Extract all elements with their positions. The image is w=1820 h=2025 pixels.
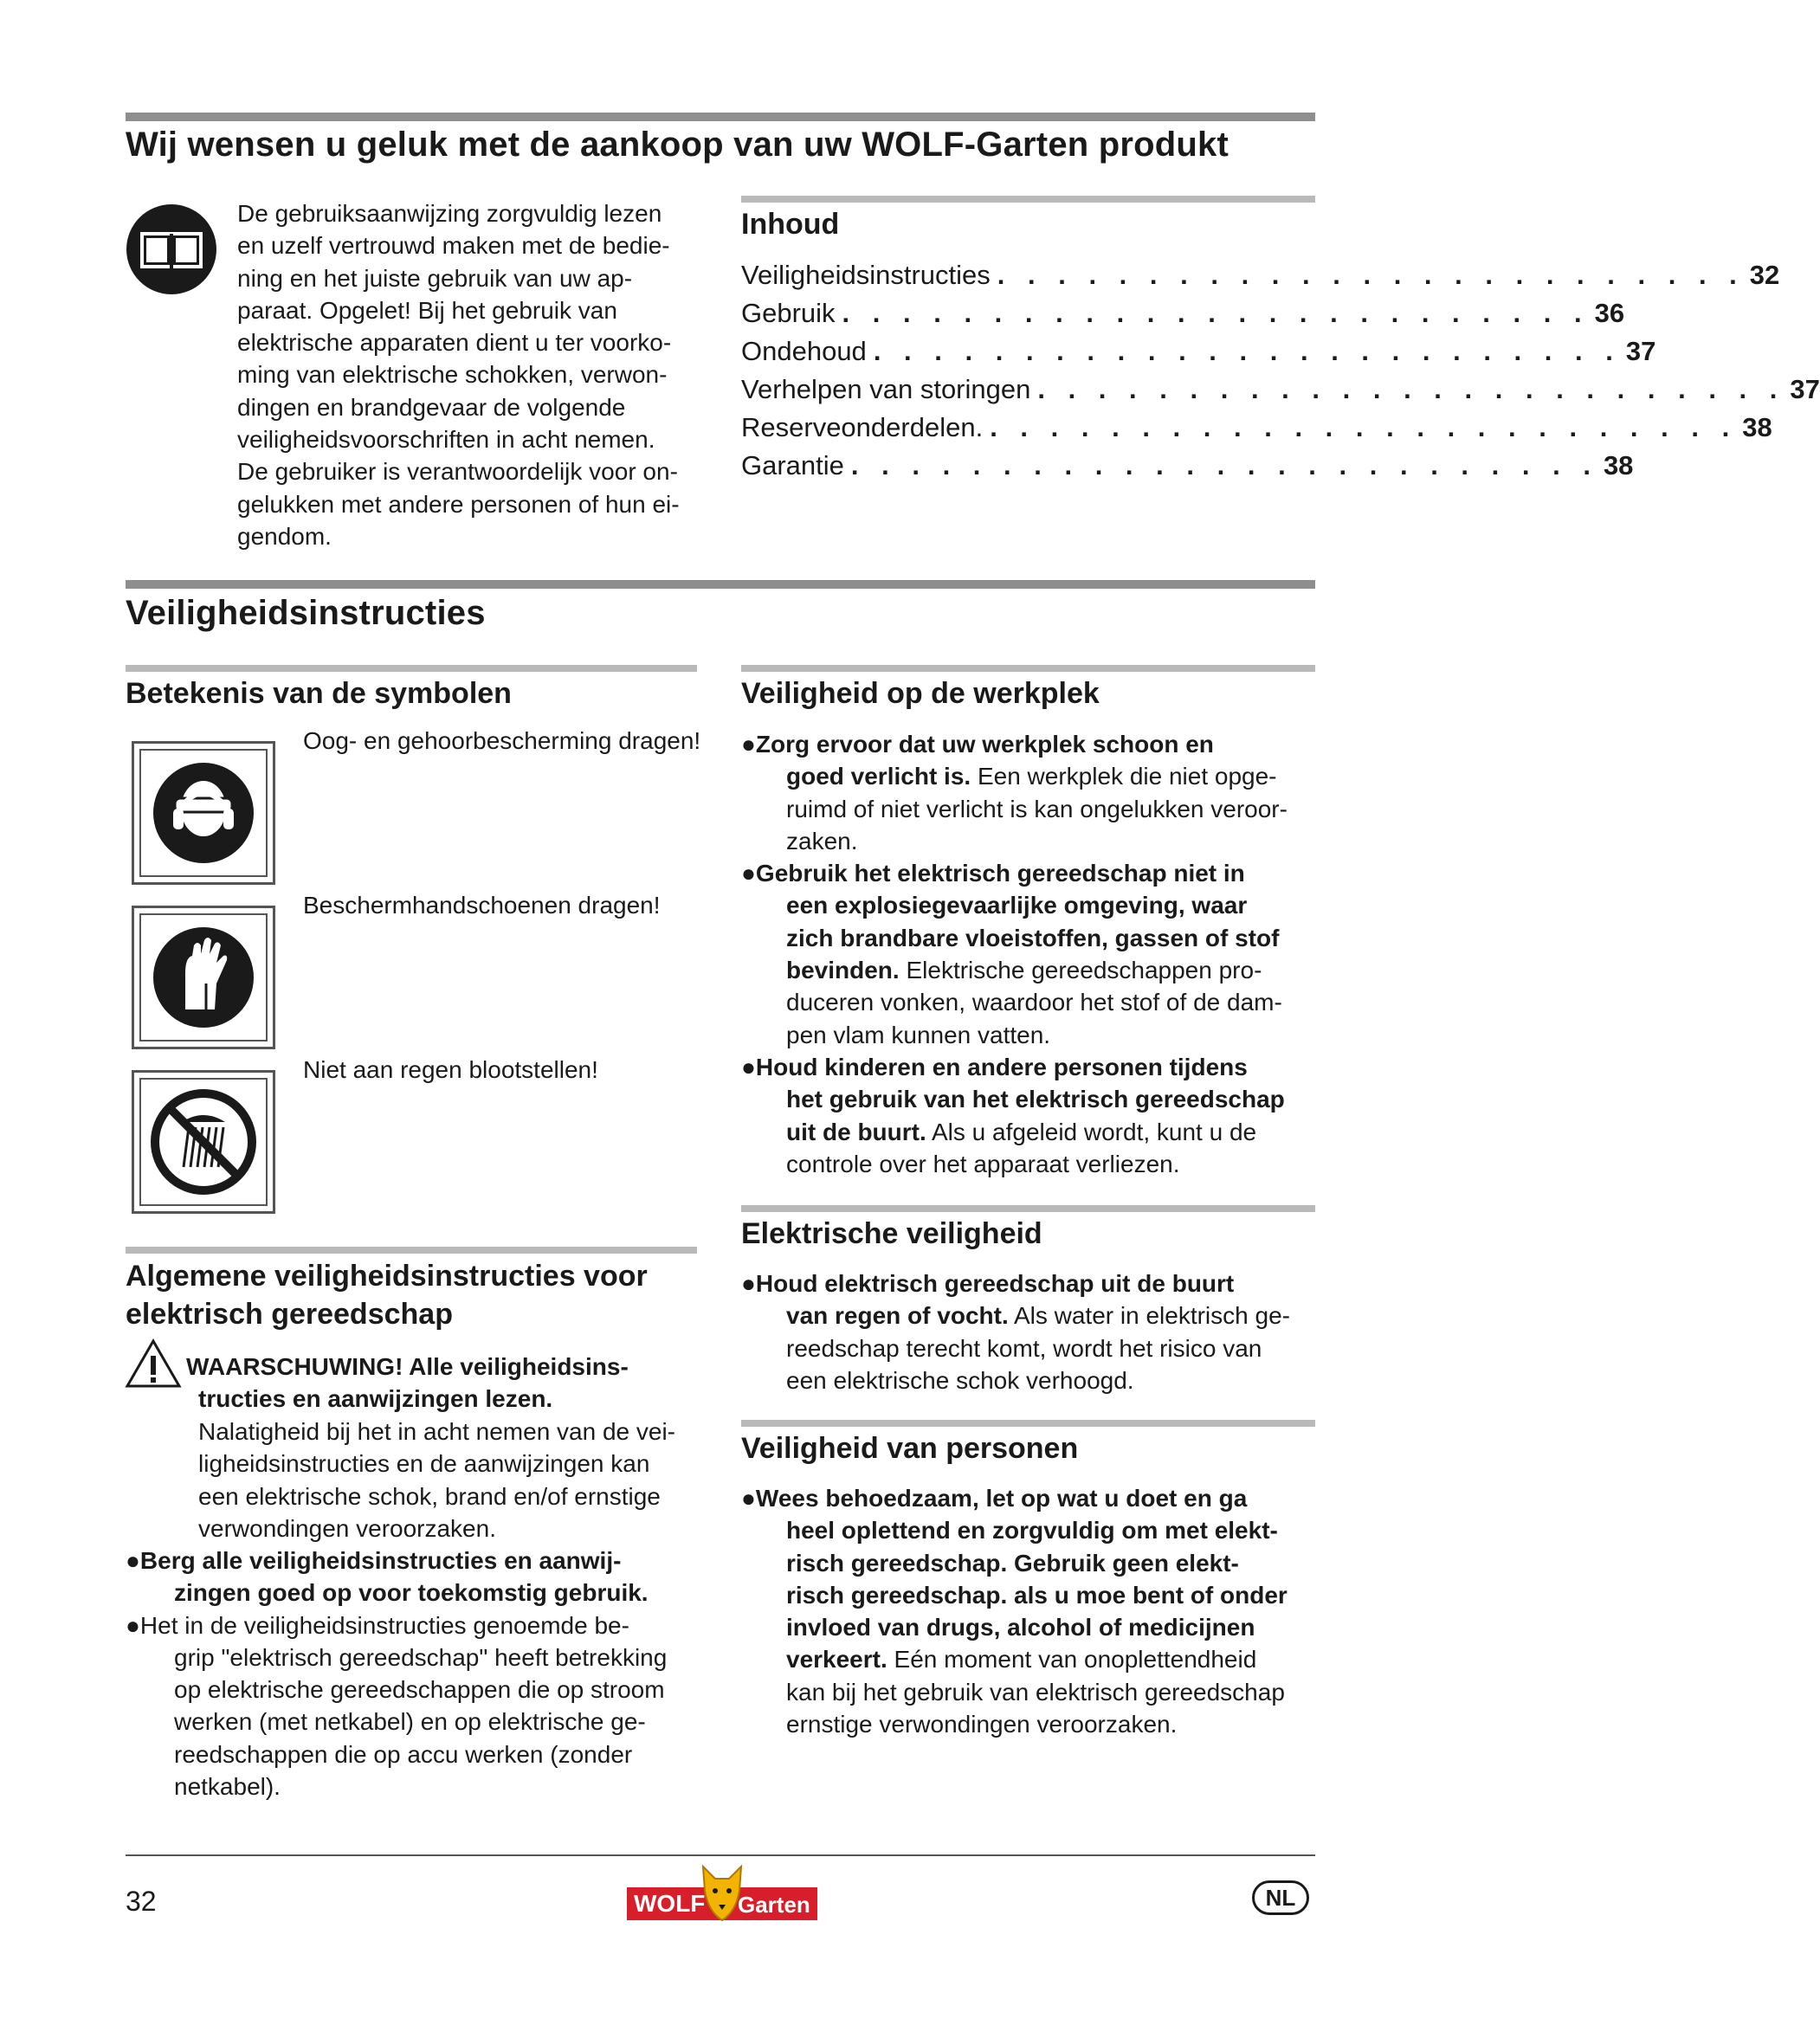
subsection-rule <box>126 665 697 672</box>
toc-item-page: 38 <box>1603 450 1634 480</box>
bullet-line: grip "elektrisch gereedschap" heeft betrekking <box>174 1643 668 1671</box>
bullet-line: verkeert. Eén moment van onoplettendheid <box>786 1646 1257 1674</box>
warning-icon <box>125 1338 182 1389</box>
bullet-line: van regen of vocht. Als water in elektrisch ge- <box>786 1302 1290 1330</box>
intro-line: elektrische apparaten dient u ter voorko- <box>237 329 672 357</box>
subsection-rule <box>741 1205 1315 1212</box>
bullet-text: Het in de veiligheidsinstructies genoemde be- <box>139 1611 629 1639</box>
toc-item[interactable]: Reserveonderdelen. . . . . . . . . . . . . . . . . . . . . . . . . . 38 <box>741 409 1309 447</box>
bullet-line: netkabel). <box>174 1773 281 1801</box>
toc-item[interactable]: Verhelpen van storingen . . . . . . . . . . . . . . . . . . . . . . . . . 37 <box>741 371 1309 409</box>
bullet-line: het gebruik van het elektrisch gereedschap <box>786 1086 1285 1113</box>
bullet-line: ●Het in de veiligheidsinstructies genoemde be- <box>126 1611 629 1639</box>
toc-title: Inhoud <box>741 208 840 241</box>
symbol-label: Beschermhandschoenen dragen! <box>303 892 661 919</box>
bullet-line: reedschappen die op accu werken (zonder <box>174 1740 633 1768</box>
toc-item-page: 37 <box>1790 374 1820 404</box>
bullet-line: heel oplettend en zorgvuldig om met elekt- <box>786 1517 1278 1545</box>
bullet-line: ●Houd elektrisch gereedschap uit de buurt <box>741 1270 1235 1297</box>
bullet-line: zich brandbare vloeistoffen, gassen of stof <box>786 924 1280 951</box>
page-number: 32 <box>126 1886 157 1917</box>
bullet-line: ●Houd kinderen en andere personen tijdens <box>741 1053 1248 1080</box>
toc-list <box>741 256 1820 485</box>
no-rain-icon <box>132 1070 275 1214</box>
wolf-garten-logo <box>627 1861 817 1925</box>
toc-item-page: 38 <box>1742 412 1772 442</box>
footer-rule <box>126 1854 1315 1856</box>
symbol-frame <box>132 741 275 885</box>
wolf-head-icon <box>696 1861 748 1924</box>
subsection-rule <box>126 1247 697 1254</box>
toc-item-label: Garantie <box>741 450 844 480</box>
bullet-line: pen vlam kunnen vatten. <box>786 1021 1051 1048</box>
intro-text <box>237 197 705 552</box>
intro-line: en uzelf vertrouwd maken met de bedie- <box>237 232 670 260</box>
persons-title: Veiligheid van personen <box>741 1432 1079 1465</box>
general-bullets <box>126 1545 706 1803</box>
bullet-line: goed verlicht is. Een werkplek die niet opge- <box>786 763 1277 790</box>
toc-item[interactable]: Ondehoud . . . . . . . . . . . . . . . . . . . . . . . . . 37 <box>741 332 1309 371</box>
bullet-line: risch gereedschap. als u moe bent of onder <box>786 1581 1288 1609</box>
intro-line: De gebruiksaanwijzing zorgvuldig lezen <box>237 200 662 227</box>
toc-rule <box>741 196 1315 203</box>
bullet-line: ●Berg alle veiligheidsinstructies en aanwij- <box>126 1547 622 1574</box>
bullet-line: zingen goed op voor toekomstig gebruik. <box>174 1579 649 1607</box>
bullet-line: ●Gebruik het elektrisch gereedschap niet in <box>741 860 1245 887</box>
symbol-label: Oog- en gehoorbescherming dragen! <box>303 727 701 754</box>
header-rule <box>126 113 1315 121</box>
bullet-line: invloed van drugs, alcohol of medicijnen <box>786 1614 1255 1641</box>
toc-item[interactable]: Veiligheidsinstructies . . . . . . . . . . . . . . . . . . . . . . . . . 32 <box>741 256 1309 294</box>
section-rule <box>126 580 1315 589</box>
intro-line: gendom. <box>237 522 332 550</box>
bullet-line: risch gereedschap. Gebruik geen elekt- <box>786 1549 1239 1577</box>
page-title: Wij wensen u geluk met de aankoop van uw WOLF-Garten produkt <box>126 126 1229 164</box>
warning-text <box>198 1416 709 1545</box>
bullet-line: controle over het apparaat verliezen. <box>786 1150 1180 1177</box>
intro-line: ming van elektrische schokken, verwon- <box>237 361 668 389</box>
toc-item-label: Verhelpen van storingen <box>741 374 1031 404</box>
toc-item-label: Reserveonderdelen. <box>741 412 984 442</box>
electrical-bullets <box>741 1267 1315 1396</box>
symbol-label: Niet aan regen blootstellen! <box>303 1056 598 1083</box>
warning-line: tructies en aanwijzingen lezen. <box>198 1385 553 1413</box>
persons-bullets <box>741 1482 1315 1740</box>
symbol-frame <box>132 906 275 1049</box>
general-title-line: elektrisch gereedschap <box>126 1298 453 1331</box>
electrical-title: Elektrische veiligheid <box>741 1217 1042 1250</box>
warning-text-line: verwondingen veroorzaken. <box>198 1514 496 1542</box>
bullet-line: ruimd of niet verlicht is kan ongelukken veroor- <box>786 795 1288 822</box>
symbol-frame <box>132 1070 275 1214</box>
general-title <box>126 1257 648 1333</box>
bullet-line: ●Zorg ervoor dat uw werkplek schoon en <box>741 731 1214 758</box>
intro-line: De gebruiker is verantwoordelijk voor on- <box>237 458 678 486</box>
symbols-title: Betekenis van de symbolen <box>126 677 512 710</box>
bullet-line: een explosiegevaarlijke omgeving, waar <box>786 892 1248 919</box>
bullet-line: een elektrische schok verhoogd. <box>786 1366 1134 1394</box>
toc-item[interactable]: Garantie . . . . . . . . . . . . . . . . . . . . . . . . . 38 <box>741 447 1309 485</box>
intro-line: dingen en brandgevaar de volgende <box>237 393 626 421</box>
warning-text-line: een elektrische schok, brand en/of ernstige <box>198 1482 661 1510</box>
toc-item-page: 32 <box>1749 260 1780 290</box>
bullet-line: reedschap terecht komt, wordt het risico van <box>786 1334 1262 1362</box>
intro-line: gelukken met andere personen of hun ei- <box>237 490 680 518</box>
toc-item[interactable]: Gebruik . . . . . . . . . . . . . . . . . . . . . . . . . 36 <box>741 294 1309 332</box>
bullet-line: zaken. <box>786 827 858 854</box>
workplace-title: Veiligheid op de werkplek <box>741 677 1100 710</box>
bullet-line: ●Wees behoedzaam, let op wat u doet en ga <box>741 1485 1248 1512</box>
warning-line: WAARSCHUWING! Alle veiligheidsins- <box>186 1353 629 1380</box>
intro-line: paraat. Opgelet! Bij het gebruik van <box>237 296 617 324</box>
toc-item-label: Ondehoud <box>741 336 867 366</box>
warning-heading <box>186 1351 706 1416</box>
toc-item-page: 37 <box>1625 336 1656 366</box>
bullet-line: kan bij het gebruik van elektrisch gereedschap <box>786 1678 1285 1706</box>
toc-item-label: Veiligheidsinstructies <box>741 260 991 290</box>
subsection-rule <box>741 1420 1315 1427</box>
general-title-line: Algemene veiligheidsinstructies voor <box>126 1260 648 1293</box>
bullet-line: uit de buurt. Als u afgeleid wordt, kunt u de <box>786 1118 1257 1145</box>
book-icon <box>125 203 218 296</box>
subsection-rule <box>741 665 1315 672</box>
eye-ear-protection-icon <box>132 741 275 885</box>
warning-text-line: Nalatigheid bij het in acht nemen van de vei- <box>198 1418 676 1445</box>
bullet-line: ernstige verwondingen veroorzaken. <box>786 1711 1178 1738</box>
bullet-line: op elektrische gereedschappen die op stroom <box>174 1676 665 1704</box>
intro-line: veiligheidsvoorschriften in acht nemen. <box>237 426 655 454</box>
toc-item-label: Gebruik <box>741 298 836 328</box>
bullet-line: duceren vonken, waardoor het stof of de dam- <box>786 989 1282 1016</box>
section-title: Veiligheidsinstructies <box>126 594 486 632</box>
warning-text-line: ligheidsinstructies en de aanwijzingen kan <box>198 1450 650 1478</box>
logo-text-left: WOLF <box>634 1890 706 1917</box>
workplace-bullets <box>741 728 1315 1180</box>
gloves-icon <box>132 906 275 1049</box>
language-code: NL <box>1265 1885 1296 1911</box>
language-badge <box>1252 1880 1309 1915</box>
logo-text-right: Garten <box>738 1892 810 1918</box>
intro-line: ning en het juiste gebruik van uw ap- <box>237 264 633 292</box>
bullet-line: bevinden. Elektrische gereedschappen pro- <box>786 957 1262 984</box>
bullet-line: werken (met netkabel) en op elektrische ge- <box>174 1708 646 1736</box>
bullet-text: Berg alle veiligheidsinstructies en aanwij- <box>139 1547 622 1574</box>
toc-item-page: 36 <box>1594 298 1625 328</box>
